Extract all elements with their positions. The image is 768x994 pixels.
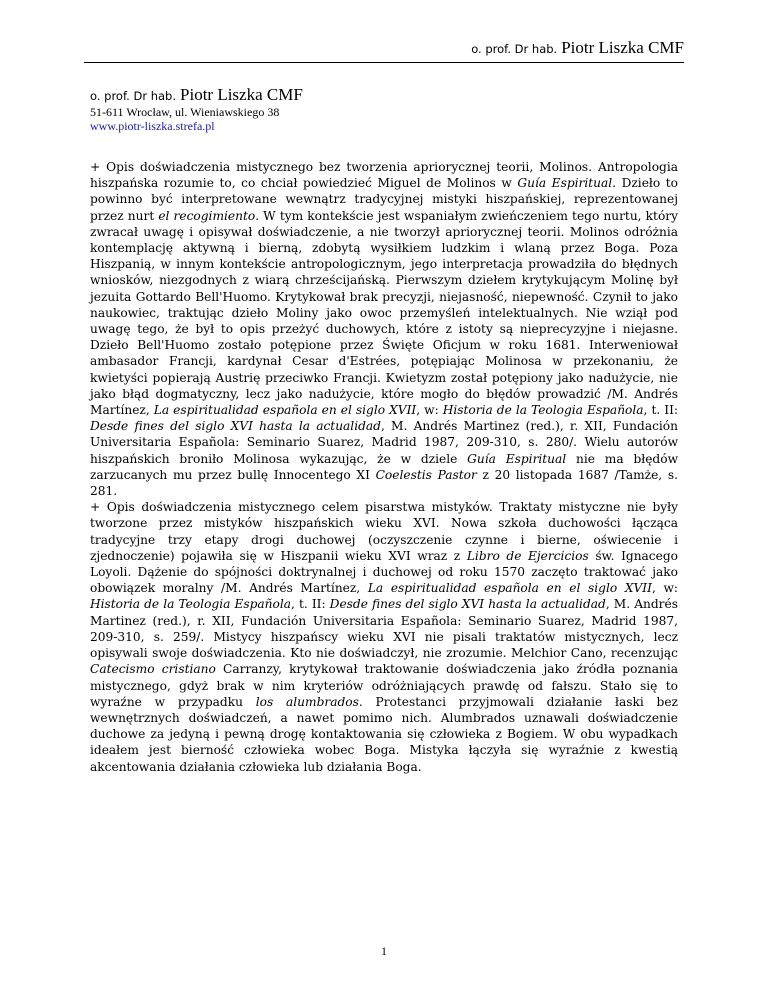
text-run: nie ma błędów zarzucanych mu przez bullę Innocentego XI [90,451,678,482]
italic-title: Guía Espiritual [517,176,613,191]
text-run: , t. II: [291,597,330,612]
italic-title: Libro de Ejercicios [466,548,589,563]
text-run: Carranzy, krytykował traktowanie doświadczenia jako źródła poznania mistycznego, gdyż brak w nim kryteriów odróżniających prawdę od fałszu. Stało się to wyraźne w przypadku [90,662,678,709]
text-run: . W tym kontekście jest wspaniałym zwieńczeniem tego nurtu, który zwracał uwagę i opisywał doświadczenie, a nie tworzył apriorycznej teorii. Molinos odróżnia kontemplację aktywną i bierną, zdobytą wysiłkiem ludzkim i wlaną przez Boga. Poza Hiszpanią, w innym kontekście antropologicznym, jego interpretacja prowadziła do błędnych wniosków, niezgodnych z wiarą chrześcijańską. Pierwszym dziełem krytykującym Molinę był jezuita Gottardo Bell'Huomo. Krytykował brak precyzji, niejasność, niepewność. Czynił to jako naukowiec, traktując dzieło Moliny jako owoc przemyśleń intelektualnych. Nie wziął pod uwagę tego, że był to opis przeżyć duchowych, które z istoty są nieprecyzyjne i niejasne. Dzieło Bell'Huomo zostało potępione przez Święte Oficjum w roku 1681. Interweniował ambasador Francji, kardynał Cesar d'Estrées, potępiając Molinosa w przekonaniu, że kwietyści popierają Austrię przeciwko Francji. Kwietyzm został potępiony jako nadużycie, nie jako błąd dogmatyczny, lecz jako nadużycie, które mogło do błędów prowadzić /M. Andrés Martínez, [90,208,678,418]
italic-title: Historia de la Teologia Española [442,403,644,418]
italic-title: Historia de la Teologia Española [90,597,292,612]
page-number: 1 [381,944,387,958]
text-run: . Protestanci przyjmowali działanie łaski bez wewnętrznych doświadczeń, a nawet pomimo nich. Alumbrados uznawali doświadczenie duchowe za jedyną i pewną drogę kontaktowania się człowieka z Bogiem. W obu wypadkach ideałem jest bierność człowieka wobec Boga. Mistyka łączyła się wyraźnie z kwestią akcentowania działania człowieka lub działania Boga. [90,694,678,774]
text-run: + Opis doświadczenia mistycznego bez tworzenia apriorycznej teorii, Molinos. Antropologia hiszpańska rozumie to, co chciał powiedzieć Miguel de Molinos w [90,160,678,191]
author-name: Piotr Liszka CMF [180,85,303,104]
header-title-prefix: o. prof. Dr hab. [471,42,558,56]
header-author-name: Piotr Liszka CMF [561,38,684,57]
paragraph-molinos [90,159,678,499]
italic-title: Guía Espiritual [467,451,567,466]
author-address: 51-611 Wrocław, ul. Wieniawskiego 38 [90,105,280,119]
italic-title: Desde fines del siglo XVI hasta la actualidad [329,597,606,612]
italic-title: La espiritualidad española en el siglo XVII [153,403,417,418]
text-run: , w: [651,581,678,596]
text-run: , M. Andrés Martinez (red.), r. XII, Fundación Universitaria Española: Seminario Suarez, Madrid 1987, 209-310, s. 280/. Wielu autorów hiszpańskich broniło Molinosa wykazując, że w dziele [90,419,678,466]
running-header [84,38,684,63]
text-run: św. Ignacego Loyoli. Dążenie do spójności doktrynalnej i duchowej od roku 1570 zaczęto traktować jako obowiązek moralny /M. Andrés Martínez, [90,548,678,596]
text-run: + Opis doświadczenia mistycznego celem pisarstwa mistyków. Traktaty mistyczne nie były tworzone przez mistyków hiszpańskich wieku XVI. Nowa szkoła duchowości łącząca tradycyjne trzy etapy drogi duchowej (oczyszczenie czynne i bierne, oświecenie i zjednoczenie) pojawiła się w Hiszpanii wieku XVI wraz z [90,500,678,563]
italic-term: los alumbrados [255,694,359,709]
text-run: , w: [416,403,443,418]
italic-title: Catecismo cristiano [90,662,216,677]
text-run: , t. II: [643,403,678,418]
italic-title: Desde fines del siglo XVI hasta la actualidad [90,419,381,434]
author-website-link[interactable]: www.piotr-liszka.strefa.pl [90,119,215,133]
text-run: z 20 listopada 1687 /Tamże, s. 281. [90,467,678,499]
italic-term: el recogimiento [158,208,256,223]
author-block [90,85,690,133]
text-run: . Dzieło to powinno być interpretowane wewnątrz tradycyjnej mistyki hiszpańskiej, reprezentowanej przez nurt [90,176,679,223]
italic-title: La espiritualidad española en el siglo XVII [367,581,652,596]
author-line [90,85,690,105]
text-run: , M. Andrés Martinez (red.), r. XII, Fundación Universitaria Española: Seminario Suarez, Madrid 1987, 209-310, s. 259/. Mistycy hiszpańscy wieku XVI nie pisali traktatów mistycznych, lecz opisywali swoje doświadczenia. Kto nie doświadczył, nie zrozumie. Melchior Cano, recenzując [90,597,678,661]
main-text [90,159,678,775]
italic-title: Coelestis Pastor [375,467,477,482]
author-title-prefix: o. prof. Dr hab. [90,89,177,103]
paragraph-mystical-writing [90,499,678,774]
